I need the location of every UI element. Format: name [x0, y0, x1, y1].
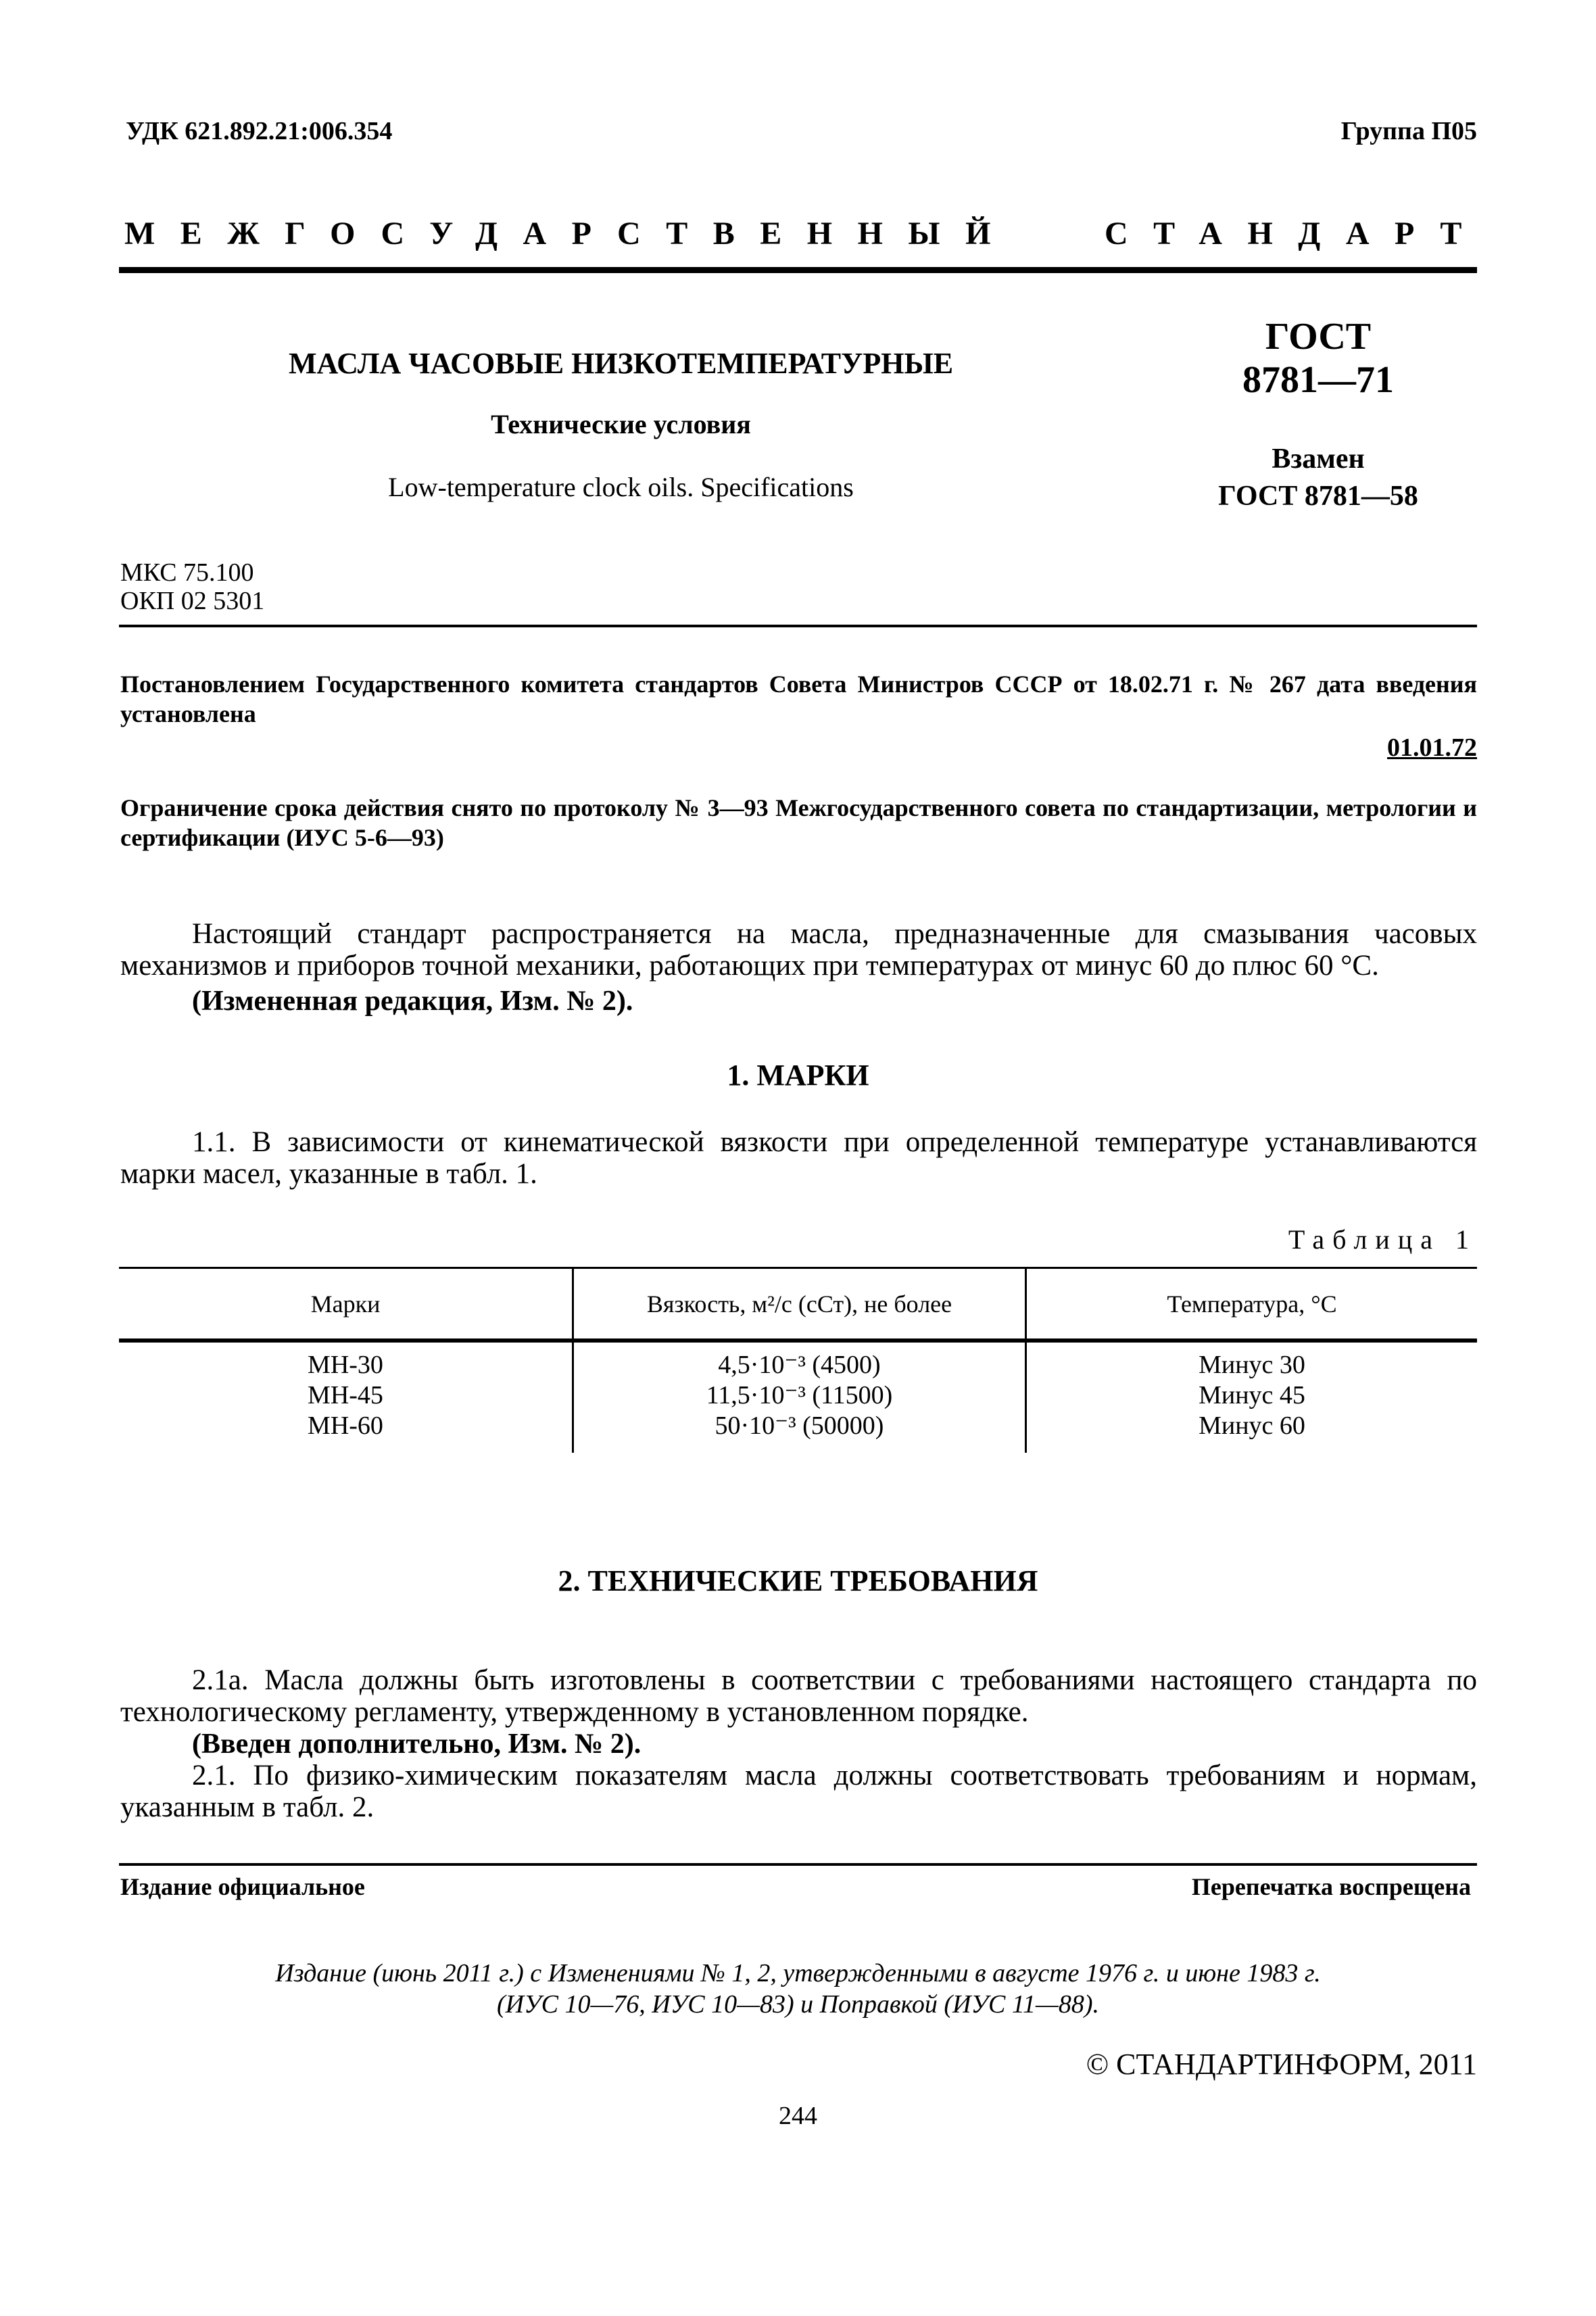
table-header-grade: Марки — [310, 1290, 381, 1318]
edition-note-line-2: (ИУС 10—76, ИУС 10—83) и Поправкой (ИУС 11—88). — [497, 1990, 1099, 2019]
codes-rule — [119, 625, 1477, 627]
table1-caption: Таблица 1 — [1288, 1224, 1477, 1255]
banner-interstate: МЕЖГОСУДАРСТВЕННЫЙ — [124, 216, 1016, 251]
viscosity-cell: 50·10⁻³ (50000) — [715, 1412, 884, 1440]
section2-note: (Введен дополнительно, Изм. № 2). — [192, 1729, 642, 1760]
section2-paragraph-2 — [120, 1760, 1477, 1823]
intro-amendment: (Измененная редакция, Изм. № 2). — [192, 986, 633, 1017]
temperature-cell: Минус 45 — [1199, 1381, 1305, 1409]
replaces-label: Взамен — [1272, 443, 1365, 475]
udk-code: УДК 621.892.21:006.354 — [126, 117, 393, 145]
copyright: © СТАНДАРТИНФОРМ, 2011 — [1086, 2048, 1477, 2081]
mks-code: МКС 75.100 — [120, 558, 254, 587]
footer-rule — [119, 1863, 1477, 1866]
grade-cell: МН-45 — [308, 1381, 383, 1409]
table-header-border — [119, 1338, 1477, 1343]
table-top-border — [119, 1267, 1477, 1269]
section2-text-1: 2.1а. Масла должны быть изготовлены в соответствии с требованиями настоящего стандарта по технологическому регламенту, утвержденному в установленном порядке. — [120, 1664, 1477, 1728]
section2-paragraph-1 — [120, 1664, 1477, 1728]
grade-cell: МН-60 — [308, 1412, 383, 1440]
section2-heading: 2. ТЕХНИЧЕСКИЕ ТРЕБОВАНИЯ — [558, 1564, 1038, 1597]
top-rule — [119, 267, 1477, 273]
official-edition: Издание официальное — [120, 1873, 365, 1900]
viscosity-cell: 11,5·10⁻³ (11500) — [706, 1381, 893, 1409]
group-code: Группа П05 — [1340, 117, 1477, 145]
grade-cell: МН-30 — [308, 1351, 383, 1379]
temperature-cell: Минус 60 — [1199, 1412, 1305, 1440]
section1-text: 1.1. В зависимости от кинематической вязкости при определенной температуре устанавливаются марки масел, указанные в табл. 1. — [120, 1126, 1477, 1190]
decree-date: 01.01.72 — [1387, 733, 1477, 762]
banner-standard: СТАНДАРТ — [1105, 216, 1487, 251]
document-subtitle: Технические условия — [491, 409, 751, 439]
edition-note-line-1: Издание (июнь 2011 г.) с Изменениями № 1, 2, утвержденными в августе 1976 г. и июне 1983 г. — [275, 1959, 1321, 1987]
section1-heading: 1. МАРКИ — [727, 1059, 869, 1092]
viscosity-cell: 4,5·10⁻³ (4500) — [718, 1351, 881, 1379]
reprint-prohibited: Перепечатка воспрещена — [1191, 1873, 1471, 1900]
okp-code: ОКП 02 5301 — [120, 587, 265, 615]
replaces-standard: ГОСТ 8781—58 — [1218, 481, 1418, 512]
gost-label: ГОСТ — [1265, 316, 1372, 358]
english-title: Low-temperature clock oils. Specifications — [388, 472, 854, 502]
table-header-temperature: Температура, °С — [1167, 1290, 1337, 1318]
limitation-text: Ограничение срока действия снято по протоколу № 3—93 Межгосударственного совета по стандартизации, метрологии и сертификации (ИУС 5-6—93) — [120, 794, 1477, 851]
decree-text: Постановлением Государственного комитета стандартов Совета Министров СССР от 18.02.71 г. № 267 дата введения установлена — [120, 671, 1477, 727]
temperature-cell: Минус 30 — [1199, 1351, 1305, 1379]
section1-paragraph — [120, 1126, 1477, 1190]
page-number: 244 — [779, 2102, 817, 2130]
gost-number: 8781—71 — [1242, 359, 1394, 401]
table-header-viscosity: Вязкость, м²/с (сСт), не более — [646, 1290, 952, 1318]
intro-text: Настоящий стандарт распространяется на масла, предназначенные для смазывания часовых механизмов и приборов точной механики, работающих при температурах от минус 60 до плюс 60 °С. — [120, 918, 1477, 982]
intro-paragraph — [120, 918, 1477, 982]
section2-text-2: 2.1. По физико-химическим показателям масла должны соответствовать требованиям и нормам, указанным в табл. 2. — [120, 1760, 1477, 1823]
document-title: МАСЛА ЧАСОВЫЕ НИЗКОТЕМПЕРАТУРНЫЕ — [288, 347, 954, 380]
